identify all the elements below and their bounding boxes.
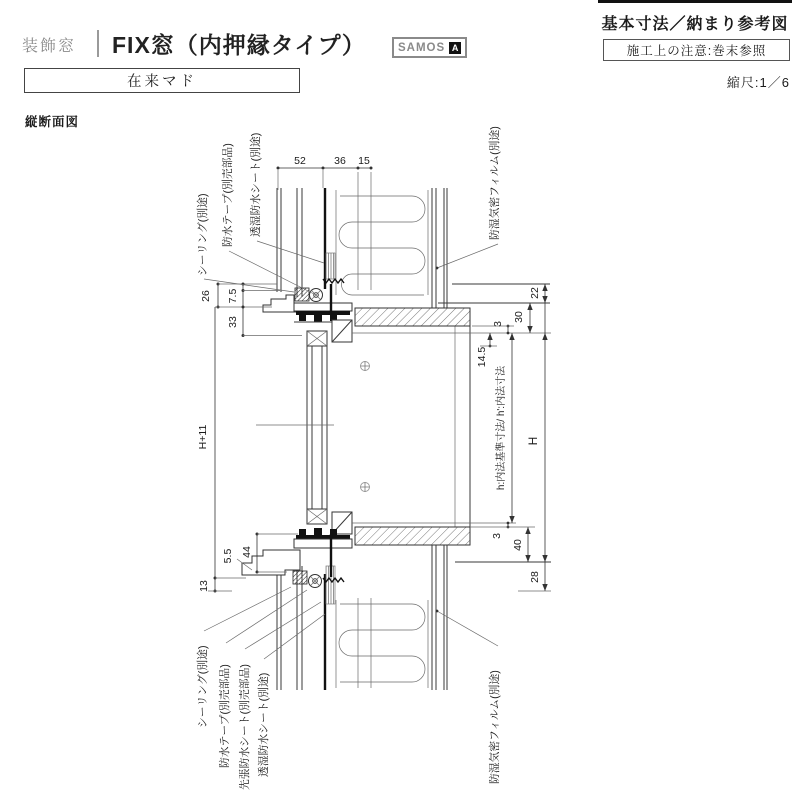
dim-52: 52 (294, 155, 306, 167)
dim-5-5: 5.5 (222, 548, 234, 564)
interior-casing-bottom (355, 527, 470, 545)
right-title: 基本寸法／納まり参考図 (601, 16, 789, 33)
insulation-batt-top (339, 196, 425, 295)
dim-14-5: 14.5 (476, 346, 488, 368)
section-view-label: 縦断面図 (25, 115, 80, 129)
label-vapor-barrier-bottom: 防湿気密フィルム(別途) (489, 670, 501, 784)
construction-note-box: 施工上の注意:巻末参照 (603, 39, 790, 61)
dim-3-bottom: 3 (491, 533, 503, 539)
dim-15: 15 (358, 155, 370, 167)
label-waterproof-tape-bottom: 防水テープ(別売部品) (219, 664, 231, 768)
frame-type-box: 在来マド (24, 68, 300, 93)
dim-h-note: h:内法基準寸法/ h':内法寸法 (496, 365, 507, 491)
dim-7-5: 7.5 (227, 288, 239, 304)
dim-30: 30 (513, 311, 525, 323)
glass-unit (256, 331, 334, 524)
dim-H: H (526, 436, 540, 446)
label-vapor-barrier-top: 防湿気密フィルム(別途) (489, 126, 501, 240)
opening-lines (352, 333, 551, 523)
label-waterproof-tape-top: 防水テープ(別売部品) (222, 143, 234, 247)
dim-22: 22 (529, 287, 541, 299)
interior-casing-top (355, 308, 470, 326)
label-pre-applied-sheet-bottom: 先張防水シート(別売部品) (239, 664, 251, 790)
dim-36: 36 (334, 155, 346, 167)
category-label: 装飾窓 (22, 38, 77, 55)
dim-44: 44 (241, 546, 253, 558)
label-sealing-top: シーリング(別途) (197, 193, 209, 276)
label-breathable-sheet-top: 透湿防水シート(別途) (250, 132, 262, 237)
page-title: FIX窓（内押縁タイプ） (112, 32, 366, 58)
dim-26: 26 (200, 290, 212, 302)
label-breathable-sheet-bottom: 透湿防水シート(別途) (258, 672, 270, 777)
dim-28: 28 (529, 571, 541, 583)
dim-h-plus-11: H+11 (197, 424, 209, 450)
dim-13: 13 (198, 580, 210, 592)
frame-sill-section (242, 512, 352, 588)
label-sealing-bottom: シーリング(別途) (197, 645, 209, 728)
brand-name: SAMOS (398, 41, 446, 54)
dim-33: 33 (227, 316, 239, 328)
dim-40: 40 (512, 539, 524, 551)
dim-3-top: 3 (492, 321, 504, 327)
brand-mark-icon: A (449, 42, 461, 54)
scale-label: 縮尺:1／6 (726, 75, 790, 90)
insulation-batt-bottom (339, 604, 425, 682)
wall-section-bottom (277, 545, 447, 690)
